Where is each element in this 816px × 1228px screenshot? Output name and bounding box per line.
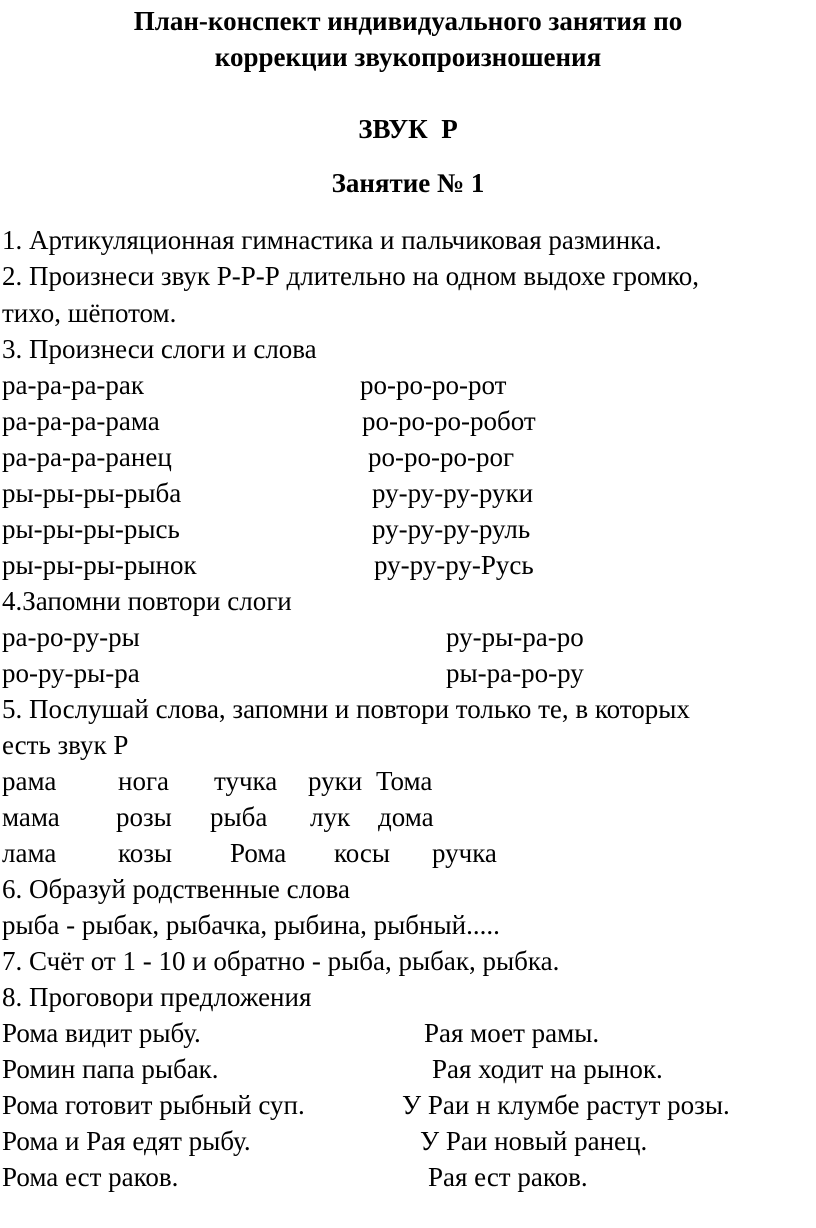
task1-text: 1. Артикуляционная гимнастика и пальчиковая разминка. (2, 225, 662, 255)
task5-word: розы (116, 802, 172, 832)
task8-row-left: Рома и Рая едят рыбу. (2, 1126, 251, 1156)
task5-word: мама (2, 802, 60, 832)
task3-row-right: ру-ру-ру-Русь (374, 550, 534, 580)
task4-heading: 4.Запомни повтори слоги (2, 586, 292, 616)
task8-row-left: Ромин папа рыбак. (2, 1054, 219, 1084)
task3-row-right: ру-ру-ру-руки (372, 478, 534, 508)
task3-row-left: ры-ры-ры-рыба (2, 478, 182, 508)
task5-word: нога (118, 766, 170, 796)
task5-word: руки (308, 766, 363, 796)
task6-text: рыба - рыбак, рыбачка, рыбина, рыбный..... (2, 910, 500, 940)
task8-row-left: Рома ест раков. (2, 1162, 179, 1192)
task3-row-left: ра-ра-ра-рак (2, 370, 145, 400)
task8-row-left: Рома видит рыбу. (2, 1018, 201, 1048)
task5-line1: 5. Послушай слова, запомни и повтори только те, в которых (2, 694, 690, 724)
task8-row-right: У Раи н клумбе растут розы. (402, 1090, 730, 1120)
task3-row-right: ро-ро-ро-робот (362, 406, 536, 436)
task8-row-left: Рома готовит рыбный суп. (2, 1090, 305, 1120)
document-title-line2: коррекции звукопроизношения (214, 42, 602, 72)
task4-row-left: ра-ро-ру-ры (2, 622, 140, 652)
task4-row-right: ры-ра-ро-ру (446, 658, 584, 688)
task8-row-right: Рая ходит на рынок. (432, 1054, 663, 1084)
task5-word: Тома (376, 766, 433, 796)
task5-word: дома (378, 802, 434, 832)
task3-row-left: ра-ра-ра-рама (2, 406, 160, 436)
task3-row-right: ро-ро-ро-рот (360, 370, 507, 400)
task5-line2: есть звук Р (2, 730, 129, 760)
task3-row-left: ры-ры-ры-рысь (2, 514, 180, 544)
task8-row-right: Рая моет рамы. (424, 1018, 600, 1048)
task4-row-right: ру-ры-ра-ро (446, 622, 584, 652)
task5-word: лама (2, 838, 57, 868)
task7-text: 7. Счёт от 1 - 10 и обратно - рыба, рыбак, рыбка. (2, 946, 560, 976)
document-title-line1: План-конспект индивидуального занятия по (133, 6, 683, 36)
task5-word: ручка (432, 838, 497, 868)
task3-row-right: ро-ро-ро-рог (368, 442, 515, 472)
task5-word: тучка (214, 766, 278, 796)
task3-row-left: ры-ры-ры-рынок (2, 550, 197, 580)
task4-row-left: ро-ру-ры-ра (2, 658, 140, 688)
task5-word: рыба (210, 802, 268, 832)
task2-line1: 2. Произнеси звук Р-Р-Р длительно на одном выдохе громко, (2, 261, 700, 291)
task6-heading: 6. Образуй родственные слова (2, 874, 350, 904)
task5-word: рама (2, 766, 57, 796)
task5-word: лук (310, 802, 351, 832)
sound-heading: ЗВУК Р (358, 114, 458, 144)
lesson-heading: Занятие № 1 (331, 168, 485, 198)
task5-word: косы (334, 838, 391, 868)
task3-row-left: ра-ра-ра-ранец (2, 442, 172, 472)
task8-row-right: У Раи новый ранец. (420, 1126, 648, 1156)
task2-line2: тихо, шёпотом. (2, 298, 177, 328)
task8-row-right: Рая ест раков. (428, 1162, 588, 1192)
task3-heading: 3. Произнеси слоги и слова (2, 334, 317, 364)
task8-heading: 8. Проговори предложения (2, 982, 312, 1012)
task5-word: козы (118, 838, 173, 868)
task5-word: Рома (230, 838, 287, 868)
task3-row-right: ру-ру-ру-руль (372, 514, 531, 544)
